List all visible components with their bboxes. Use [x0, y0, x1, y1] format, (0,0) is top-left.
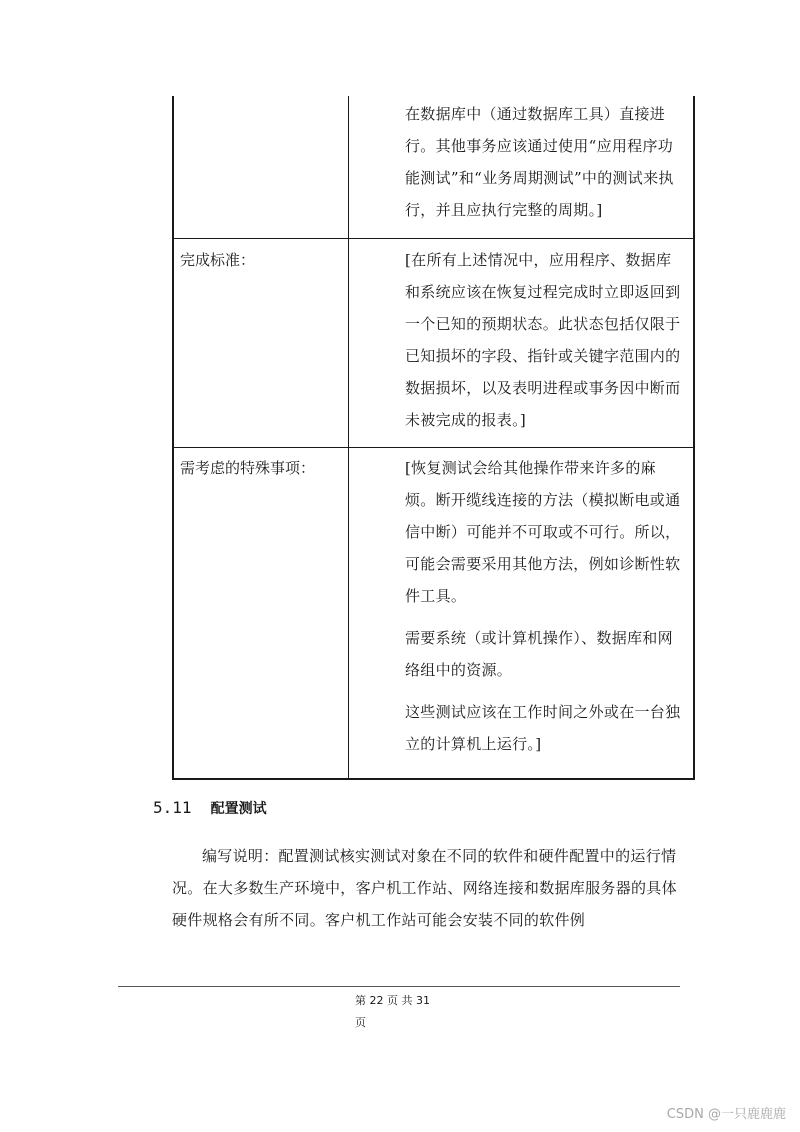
paragraph: [恢复测试会给其他操作带来许多的麻烦。断开缆线连接的方法（模拟断电或通信中断）可能并不可取或不可行。所以，可能会需要采用其他方法，例如诊断性软件工具。 — [405, 459, 681, 605]
table-cell-content — [405, 244, 685, 436]
row-label-special-considerations: 需考虑的特殊事项： — [180, 459, 316, 477]
section-number: 5.11 — [153, 798, 192, 817]
page-number-line-wrap: 页 — [355, 1016, 366, 1029]
row-divider — [172, 447, 695, 448]
table-column-divider — [348, 96, 349, 780]
watermark: CSDN @一只鹿鹿鹿 — [666, 1107, 786, 1122]
row-label-completion-criteria: 完成标准： — [180, 251, 256, 269]
table-left-border — [172, 96, 174, 780]
paragraph: [在所有上述情况中，应用程序、数据库和系统应该在恢复过程完成时立即返回到一个已知的预期状态。此状态包括仅限于已知损坏的字段、指针或关键字范围内的数据损坏，以及表明进程或事务因中断而未被完成的报表。] — [405, 251, 681, 429]
section-body-text: 编写说明：配置测试核实测试对象在不同的软件和硬件配置中的运行情况。在大多数生产环境中，客户机工作站、网络连接和数据库服务器的具体硬件规格会有所不同。客户机工作站可能会安装不同的软件例 — [172, 847, 677, 929]
paragraph: 在数据库中（通过数据库工具）直接进行。其他事务应该通过使用“应用程序功能测试”和“业务周期测试”中的测试来执行，并且应执行完整的周期。] — [405, 105, 674, 219]
requirements-table — [172, 96, 695, 780]
paragraph: 需要系统（或计算机操作）、数据库和网络组中的资源。 — [405, 629, 673, 679]
page-number-line: 第 22 页 共 31 — [355, 994, 430, 1007]
footer-rule — [118, 986, 680, 987]
section-heading — [153, 798, 267, 818]
table-cell-content — [405, 98, 685, 226]
table-right-border — [693, 96, 695, 780]
table-cell-content — [405, 452, 685, 760]
paragraph: 这些测试应该在工作时间之外或在一台独立的计算机上运行。] — [405, 703, 681, 753]
row-divider — [172, 238, 695, 239]
section-title: 配置测试 — [210, 801, 267, 817]
page-footer — [355, 990, 430, 1034]
table-bottom-border — [172, 778, 695, 780]
